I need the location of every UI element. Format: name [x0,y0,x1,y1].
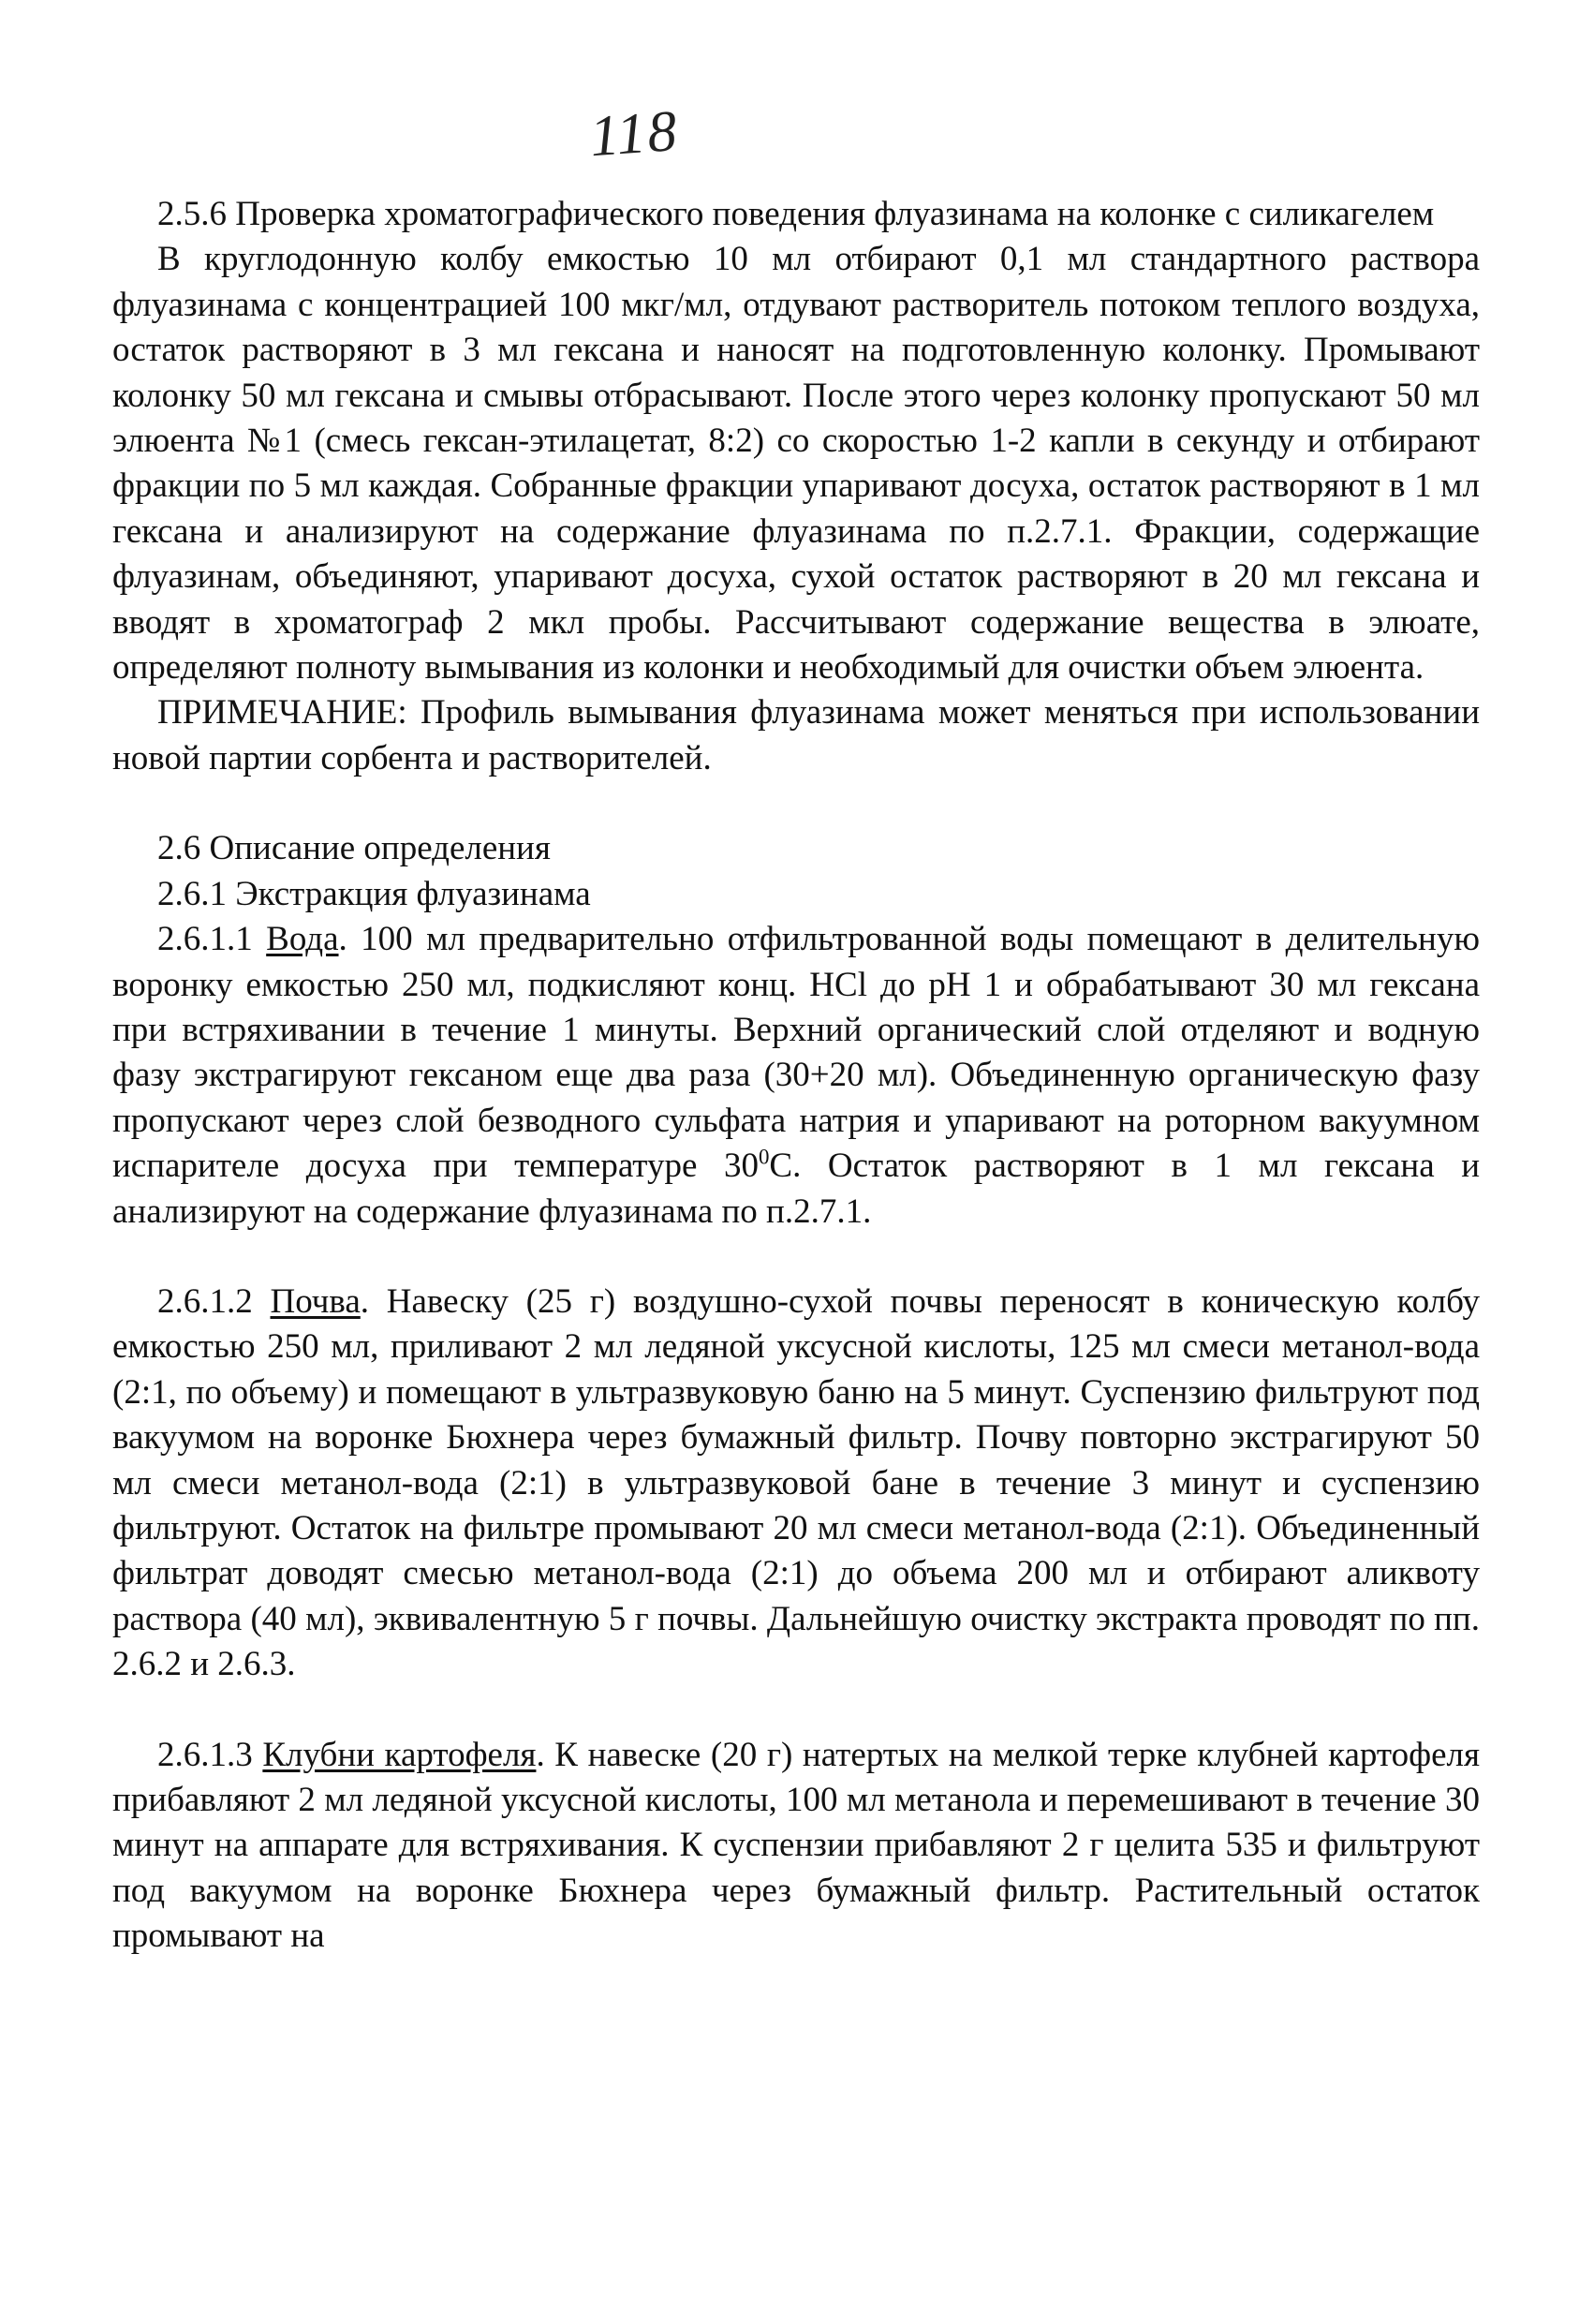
section-2-6-1-3-body: . К навеске (20 г) натертых на мелкой терке клубней картофеля прибавляют 2 мл ледяной уксусной кислоты, 100 мл метанола и перемешивают в течение 30 минут на аппарате для встряхивания. К суспензии прибавляют 2 г целита 535 и фильтруют под вакуумом на воронке Бюхнера через бумажный фильтр. Растительный остаток промывают на [112,1735,1480,1956]
section-2-6-title: 2.6 Описание определения [157,829,551,868]
section-2-6-1-1-number: 2.6.1.1 [157,920,253,959]
section-2-5-6-note: ПРИМЕЧАНИЕ: Профиль вымывания флуазинама может меняться при использовании новой партии сорбента и растворителей. [112,693,1480,777]
section-2-6-1-1-body-part1: . 100 мл предварительно отфильтрованной воды помещают в делительную воронку емкостью 250 мл, подкисляют конц. HCl до pH 1 и обрабатывают 30 мл гексана при встряхивании в течение 1 минуты. Верхний органический слой отделяют и водную фазу экстрагируют гексаном еще два раза (30+20 мл). Объединенную органическую фазу пропускают через слой безводного сульфата натрия и упаривают на роторном вакуумном испарителе досуха при температуре 30 [112,920,1480,1186]
section-2-6-1-1-label: Вода [266,920,339,959]
section-2-6-1-2-body: . Навеску (25 г) воздушно-сухой почвы переносят в коническую колбу емкостью 250 мл, приливают 2 мл ледяной уксусной кислоты, 125 мл смеси метанол-вода (2:1, по объему) и помещают в ультразвуковую баню на 5 минут. Суспензию фильтруют под вакуумом на воронке Бюхнера через бумажный фильтр. Почву повторно экстрагируют 50 мл смеси метанол-вода (2:1) в ультразвуковой бане в течение 3 минут и суспензию фильтруют. Остаток на фильтре промывают 20 мл смеси метанол-вода (2:1). Объединенный фильтрат доводят смесью метанол-вода (2:1) до объема 200 мл и отбирают аликвоту раствора (40 мл), эквивалентную 5 г почвы. Дальнейшую очистку экстракта проводят по пп. 2.6.2 и 2.6.3. [112,1281,1481,1684]
paragraph-gap [112,1235,1480,1280]
section-2-6-1-1-body-part2: С. Остаток растворяют в 1 мл гексана и анализируют на содержание флуазинама по п.2.7.1. [112,1147,1480,1231]
paragraph-gap [112,1688,1480,1733]
section-2-5-6-body: В круглодонную колбу емкостью 10 мл отбирают 0,1 мл стандартного раствора флуазинама с концентрацией 100 мкг/мл, отдувают растворитель потоком теплого воздуха, остаток растворяют в 3 мл гексана и наносят на подготовленную колонку. Промывают колонку 50 мл гексана и смывы отбрасывают. После этого через колонку пропускают 50 мл элюента №1 (смесь гексан-этилацетат, 8:2) со скоростью 1-2 капли в секунду и отбирают фракции по 5 мл каждая. Собранные фракции упаривают досуха, остаток растворяют в 1 мл гексана и анализируют на содержание флуазинама по п.2.7.1. Фракции, содержащие флуазинам, объединяют, упаривают досуха, сухой остаток растворяют в 20 мл гексана и вводят в хроматограф 2 мкл пробы. Рассчитывают содержание вещества в элюате, определяют полноту вымывания из колонки и необходимый для очистки объем элюента. [112,240,1480,688]
paragraph-gap [112,781,1480,826]
section-2-6-1-2 [112,1280,1480,1688]
handwritten-page-number: 118 [587,98,681,170]
section-2-6-1-1 [112,917,1480,1235]
degree-superscript: 0 [758,1145,770,1169]
section-2-6-1-3 [112,1733,1480,1960]
document-body [112,192,1480,1960]
section-2-6-1-2-label: Почва [270,1281,361,1321]
section-2-6-1-2-number: 2.6.1.2 [157,1281,253,1321]
section-2-5-6-title: 2.5.6 Проверка хроматографического поведения флуазинама на колонке с силикагелем [157,195,1435,233]
section-2-6-1-3-number: 2.6.1.3 [157,1735,253,1774]
section-2-6-1-3-label: Клубни картофеля [262,1735,537,1774]
section-2-6-1-title: 2.6.1 Экстракция флуазинама [157,874,591,913]
